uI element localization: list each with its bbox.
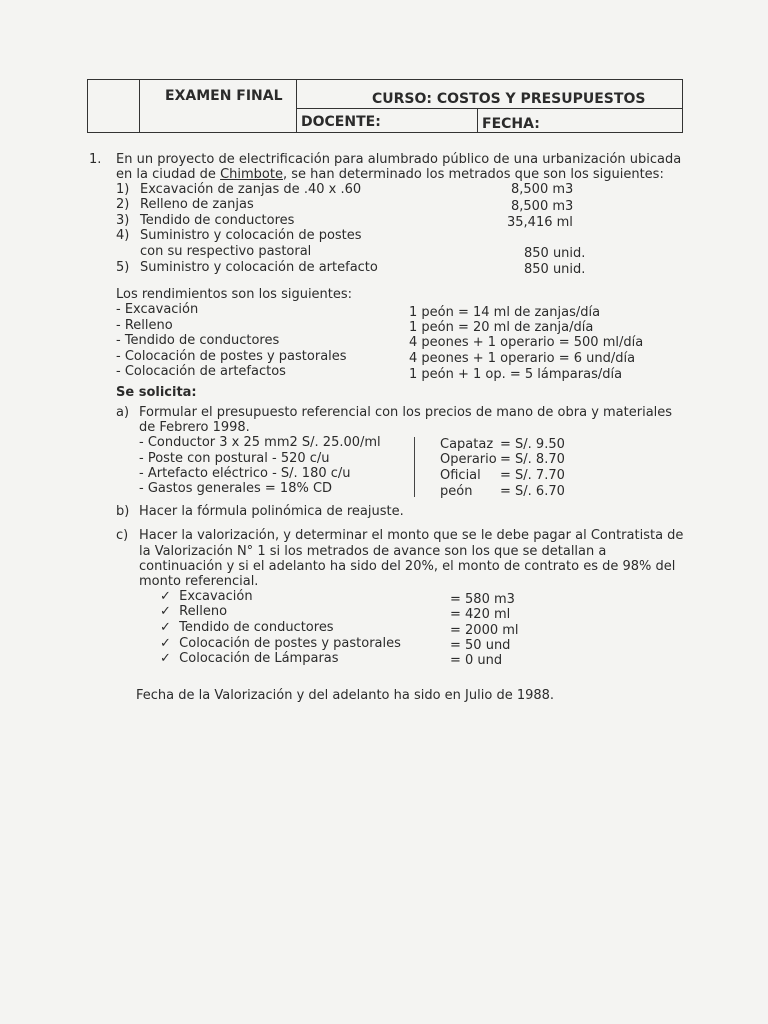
- item-text: Suministro y colocación de artefacto: [140, 260, 378, 275]
- rend-label-text: Excavación: [124, 302, 199, 317]
- city-name: Chimbote: [220, 167, 283, 182]
- checkmark-icon: ✓: [160, 651, 171, 666]
- item-number: 2): [116, 197, 130, 212]
- rendimientos-title: Los rendimientos son los siguientes:: [116, 287, 353, 302]
- part-b-text: Hacer la fórmula polinómica de reajuste.: [139, 504, 404, 519]
- valorizacion-date-note: Fecha de la Valorización y del adelanto ha sido en Julio de 1988.: [136, 688, 555, 703]
- rend-value: 1 peón = 14 ml de zanjas/día: [409, 305, 601, 320]
- material-text: Gastos generales = 18% CD: [147, 481, 333, 496]
- avance-label: Excavación: [179, 589, 253, 604]
- question-number: 1.: [89, 152, 102, 167]
- rend-value: 4 peones + 1 operario = 500 ml/día: [409, 335, 644, 350]
- intro-line: En un proyecto de electrificación para alumbrado público de una urbanización ubicada: [116, 152, 682, 167]
- item-qty: 35,416 ml: [507, 215, 573, 230]
- item-number: 3): [116, 213, 130, 228]
- part-c-text: monto referencial.: [139, 574, 259, 589]
- labor-role: Operario: [440, 452, 497, 467]
- part-label: c): [116, 528, 129, 543]
- part-a-text: Formular el presupuesto referencial con los precios de mano de obra y materiales: [139, 405, 673, 420]
- avance-label: Colocación de postes y pastorales: [179, 636, 401, 651]
- item-number: 4): [116, 228, 130, 243]
- checkmark-icon: ✓: [160, 620, 171, 635]
- labor-price: = S/. 6.70: [500, 484, 565, 499]
- item-qty: 8,500 m3: [511, 182, 574, 197]
- labor-divider: [414, 437, 415, 497]
- intro-text: en la ciudad de: [116, 167, 221, 182]
- material-text: Conductor 3 x 25 mm2 S/. 25.00/ml: [147, 435, 381, 450]
- teacher-label: DOCENTE:: [301, 114, 381, 130]
- labor-role: peón: [440, 484, 473, 499]
- item-number: 1): [116, 182, 130, 197]
- item-text: Tendido de conductores: [140, 213, 295, 228]
- part-a-text: de Febrero 1998.: [139, 420, 250, 435]
- checkmark-icon: ✓: [160, 589, 171, 604]
- item-qty: 8,500 m3: [511, 199, 574, 214]
- material-item: - Artefacto eléctrico - S/. 180 c/u: [139, 466, 351, 481]
- material-item: - Poste con postural - 520 c/u: [139, 451, 330, 466]
- item-number: 5): [116, 260, 130, 275]
- avance-label: Relleno: [179, 604, 228, 619]
- material-text: Poste con postural - 520 c/u: [147, 451, 330, 466]
- rend-label: - Colocación de postes y pastorales: [116, 349, 347, 364]
- avance-item: [160, 620, 334, 635]
- labor-role: Oficial: [440, 468, 481, 483]
- part-label: b): [116, 504, 130, 519]
- intro-text: , se han determinado los metrados que son los siguientes:: [282, 167, 664, 182]
- avance-item: [160, 636, 401, 651]
- item-text: Relleno de zanjas: [140, 197, 254, 212]
- avance-label: Tendido de conductores: [179, 620, 334, 635]
- material-text: Artefacto eléctrico - S/. 180 c/u: [147, 466, 351, 481]
- header-divider: [139, 79, 140, 133]
- part-c-text: continuación y si el adelanto ha sido del 20%, el monto de contrato es de 98% del: [139, 559, 676, 574]
- rend-value: 1 peón = 20 ml de zanja/día: [409, 320, 594, 335]
- part-c-text: la Valorización N° 1 si los metrados de avance son los que se detallan a: [139, 544, 607, 559]
- part-label: a): [116, 405, 130, 420]
- labor-price: = S/. 7.70: [500, 468, 565, 483]
- rend-label-text: Relleno: [124, 318, 173, 333]
- part-c-text: Hacer la valorización, y determinar el monto que se le debe pagar al Contratista de: [139, 528, 684, 543]
- item-qty: 850 unid.: [524, 246, 586, 261]
- avance-label: Colocación de Lámparas: [179, 651, 339, 666]
- rend-label: - Excavación: [116, 302, 199, 317]
- checkmark-icon: ✓: [160, 604, 171, 619]
- rend-label-text: Tendido de conductores: [124, 333, 280, 348]
- exam-title: EXAMEN FINAL: [165, 88, 283, 104]
- rend-label: - Relleno: [116, 318, 173, 333]
- avance-value: = 0 und: [450, 653, 503, 668]
- rend-value: 4 peones + 1 operario = 6 und/día: [409, 351, 636, 366]
- avance-value: = 50 und: [450, 638, 511, 653]
- intro-line: [116, 167, 664, 182]
- avance-value: = 2000 ml: [450, 623, 519, 638]
- rend-label: - Tendido de conductores: [116, 333, 280, 348]
- rend-value: 1 peón + 1 op. = 5 lámparas/día: [409, 367, 623, 382]
- avance-item: [160, 604, 227, 619]
- item-text: Excavación de zanjas de .40 x .60: [140, 182, 362, 197]
- avance-value: = 420 ml: [450, 607, 511, 622]
- rend-label-text: Colocación de postes y pastorales: [124, 349, 347, 364]
- header-divider: [296, 108, 683, 109]
- header-divider: [296, 79, 297, 133]
- material-item: - Conductor 3 x 25 mm2 S/. 25.00/ml: [139, 435, 381, 450]
- rend-label: - Colocación de artefactos: [116, 364, 286, 379]
- solicita-heading: Se solicita:: [116, 385, 197, 400]
- item-text: con su respectivo pastoral: [140, 244, 312, 259]
- date-label: FECHA:: [482, 116, 540, 132]
- course-title: CURSO: COSTOS Y PRESUPUESTOS: [372, 91, 646, 107]
- avance-item: [160, 651, 339, 666]
- avance-value: = 580 m3: [450, 592, 515, 607]
- item-qty: 850 unid.: [524, 262, 586, 277]
- avance-item: [160, 589, 253, 604]
- rend-label-text: Colocación de artefactos: [124, 364, 286, 379]
- checkmark-icon: ✓: [160, 636, 171, 651]
- item-text: Suministro y colocación de postes: [140, 228, 362, 243]
- labor-price: = S/. 9.50: [500, 437, 565, 452]
- material-item: - Gastos generales = 18% CD: [139, 481, 333, 496]
- labor-role: Capataz: [440, 437, 494, 452]
- header-divider: [477, 109, 478, 133]
- labor-price: = S/. 8.70: [500, 452, 565, 467]
